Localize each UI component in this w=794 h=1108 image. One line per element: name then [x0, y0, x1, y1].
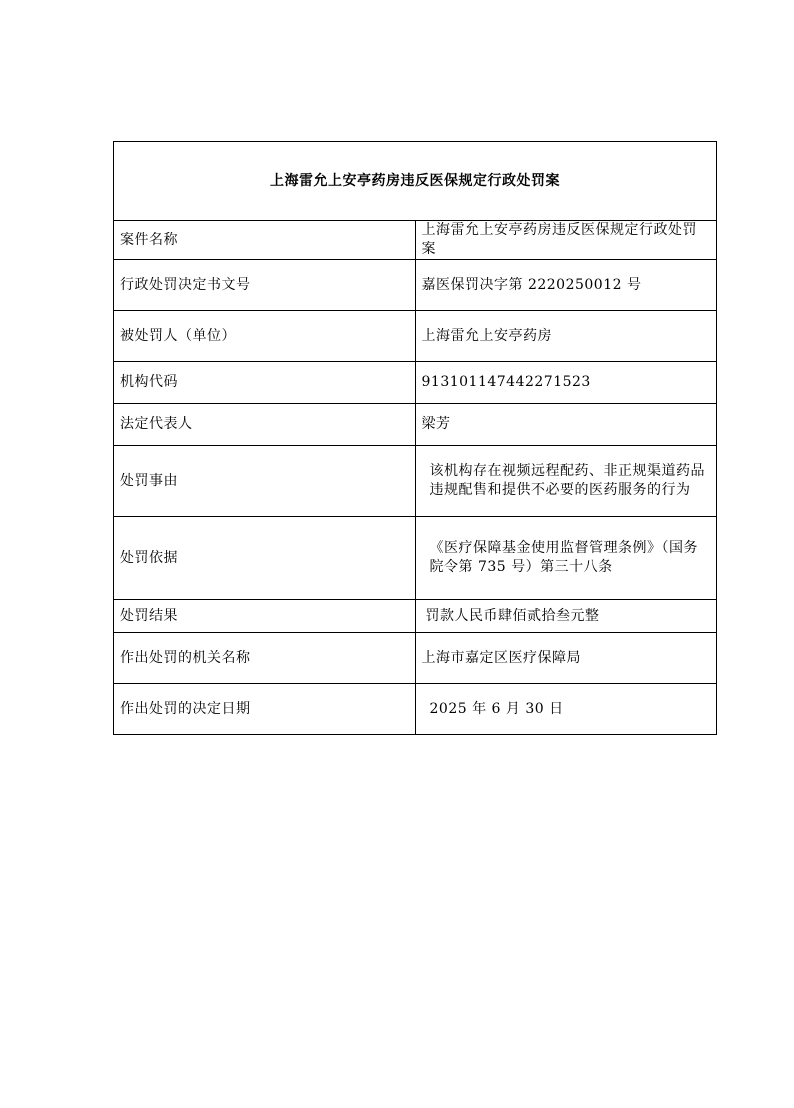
- table-row: [114, 633, 717, 684]
- table-row: [114, 684, 717, 735]
- row-value-penalized-party: 上海雷允上安亭药房: [415, 311, 717, 362]
- row-value-legal-rep: 梁芳: [415, 404, 717, 446]
- row-label-reason: 处罚事由: [114, 446, 416, 517]
- table-row: [114, 600, 717, 633]
- row-label-authority: 作出处罚的机关名称: [114, 633, 416, 684]
- row-label-decision-date: 作出处罚的决定日期: [114, 684, 416, 735]
- penalty-table: [113, 141, 717, 735]
- row-value-case-name: 上海雷允上安亭药房违反医保规定行政处罚案: [415, 221, 717, 260]
- table-row: [114, 517, 717, 600]
- title-row: [114, 142, 717, 221]
- row-value-decision-date: 2025 年 6 月 30 日: [415, 684, 717, 735]
- row-label-decision-number: 行政处罚决定书文号: [114, 260, 416, 311]
- document-title: 上海雷允上安亭药房违反医保规定行政处罚案: [114, 142, 717, 221]
- row-value-reason: 该机构存在视频远程配药、非正规渠道药品违规配售和提供不必要的医药服务的行为: [415, 446, 717, 517]
- row-label-result: 处罚结果: [114, 600, 416, 633]
- table-row: [114, 260, 717, 311]
- row-value-basis: 《医疗保障基金使用监督管理条例》（国务院令第 735 号）第三十八条: [415, 517, 717, 600]
- row-label-case-name: 案件名称: [114, 221, 416, 260]
- table-row: [114, 404, 717, 446]
- row-value-org-code: 913101147442271523: [415, 362, 717, 404]
- table-row: [114, 362, 717, 404]
- row-label-basis: 处罚依据: [114, 517, 416, 600]
- row-value-result: 罚款人民币肆佰贰拾叁元整: [415, 600, 717, 633]
- row-label-legal-rep: 法定代表人: [114, 404, 416, 446]
- table-row: [114, 446, 717, 517]
- table-row: [114, 221, 717, 260]
- row-value-decision-number: 嘉医保罚决字第 2220250012 号: [415, 260, 717, 311]
- row-value-authority: 上海市嘉定区医疗保障局: [415, 633, 717, 684]
- row-label-org-code: 机构代码: [114, 362, 416, 404]
- row-label-penalized-party: 被处罚人（单位）: [114, 311, 416, 362]
- table-row: [114, 311, 717, 362]
